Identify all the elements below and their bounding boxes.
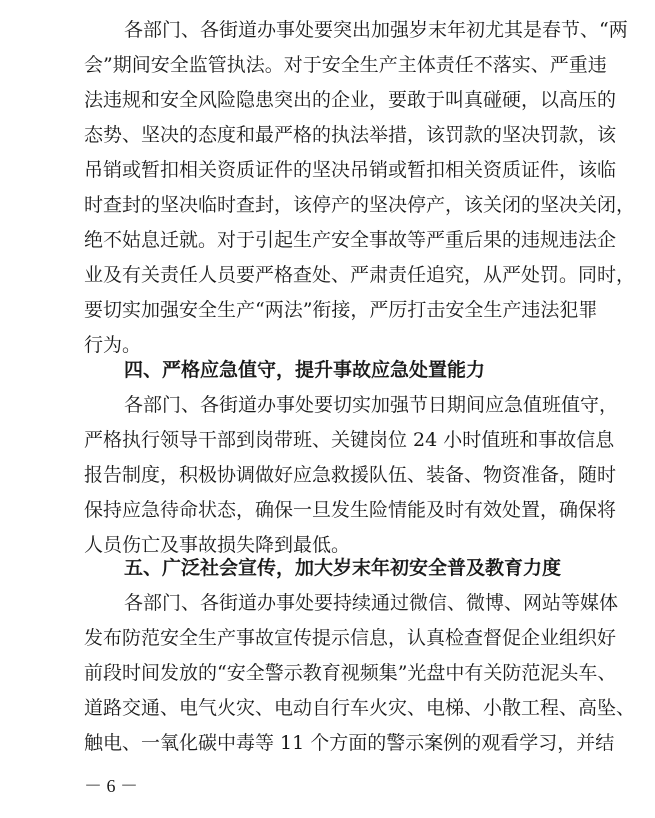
- body-text-line: 态势、坚决的态度和最严格的执法举措，该罚款的坚决罚款，该: [84, 124, 617, 146]
- body-text-line: 会”期间安全监管执法。对于安全生产主体责任不落实、严重违: [84, 54, 607, 76]
- body-text-line: 各部门、各街道办事处要持续通过微信、微博、网站等媒体: [124, 592, 619, 614]
- body-text-line: 报告制度，积极协调做好应急救援队伍、装备、物资准备，随时: [84, 464, 617, 486]
- body-text-line: 触电、一氧化碳中毒等 11 个方面的警示案例的观看学习，并结: [84, 732, 615, 754]
- body-text-line: 各部门、各街道办事处要切实加强节日期间应急值班值守，: [124, 394, 619, 416]
- body-text-line: 人员伤亡及事故损失降到最低。: [84, 534, 351, 556]
- body-text-line: 道路交通、电气火灾、电动自行车火灾、电梯、小散工程、高坠、: [84, 697, 636, 719]
- page-number: － 6 －: [84, 776, 138, 796]
- body-text-line: 各部门、各街道办事处要突出加强岁末年初尤其是春节、“两: [124, 19, 628, 41]
- body-text-line: 要切实加强安全生产“两法”衔接，严厉打击安全生产违法犯罪: [84, 299, 598, 321]
- body-text-line: 业及有关责任人员要严格查处、严肃责任追究，从严处罚。同时，: [84, 264, 636, 286]
- body-text-line: 绝不姑息迁就。对于引起生产安全事故等严重后果的违规违法企: [84, 229, 617, 251]
- body-text-line: 严格执行领导干部到岗带班、关键岗位 24 小时值班和事故信息: [84, 429, 615, 451]
- body-text-line: 吊销或暂扣相关资质证件的坚决吊销或暂扣相关资质证件，该临: [84, 159, 617, 181]
- body-text-line: 时查封的坚决临时查封，该停产的坚决停产，该关闭的坚决关闭，: [84, 194, 636, 216]
- body-text-line: 行为。: [84, 334, 142, 356]
- body-text-line: 法违规和安全风险隐患突出的企业，要敢于叫真碰硬，以高压的: [84, 89, 617, 111]
- section-heading: 五、广泛社会宣传，加大岁末年初安全普及教育力度: [124, 557, 562, 579]
- body-text-line: 保持应急待命状态，确保一旦发生险情能及时有效处置，确保将: [84, 499, 617, 521]
- body-text-line: 前段时间发放的“安全警示教育视频集”光盘中有关防范泥头车、: [84, 662, 617, 684]
- body-text-line: 发布防范安全生产事故宣传提示信息，认真检查督促企业组织好: [84, 627, 617, 649]
- section-heading: 四、严格应急值守，提升事故应急处置能力: [124, 359, 486, 381]
